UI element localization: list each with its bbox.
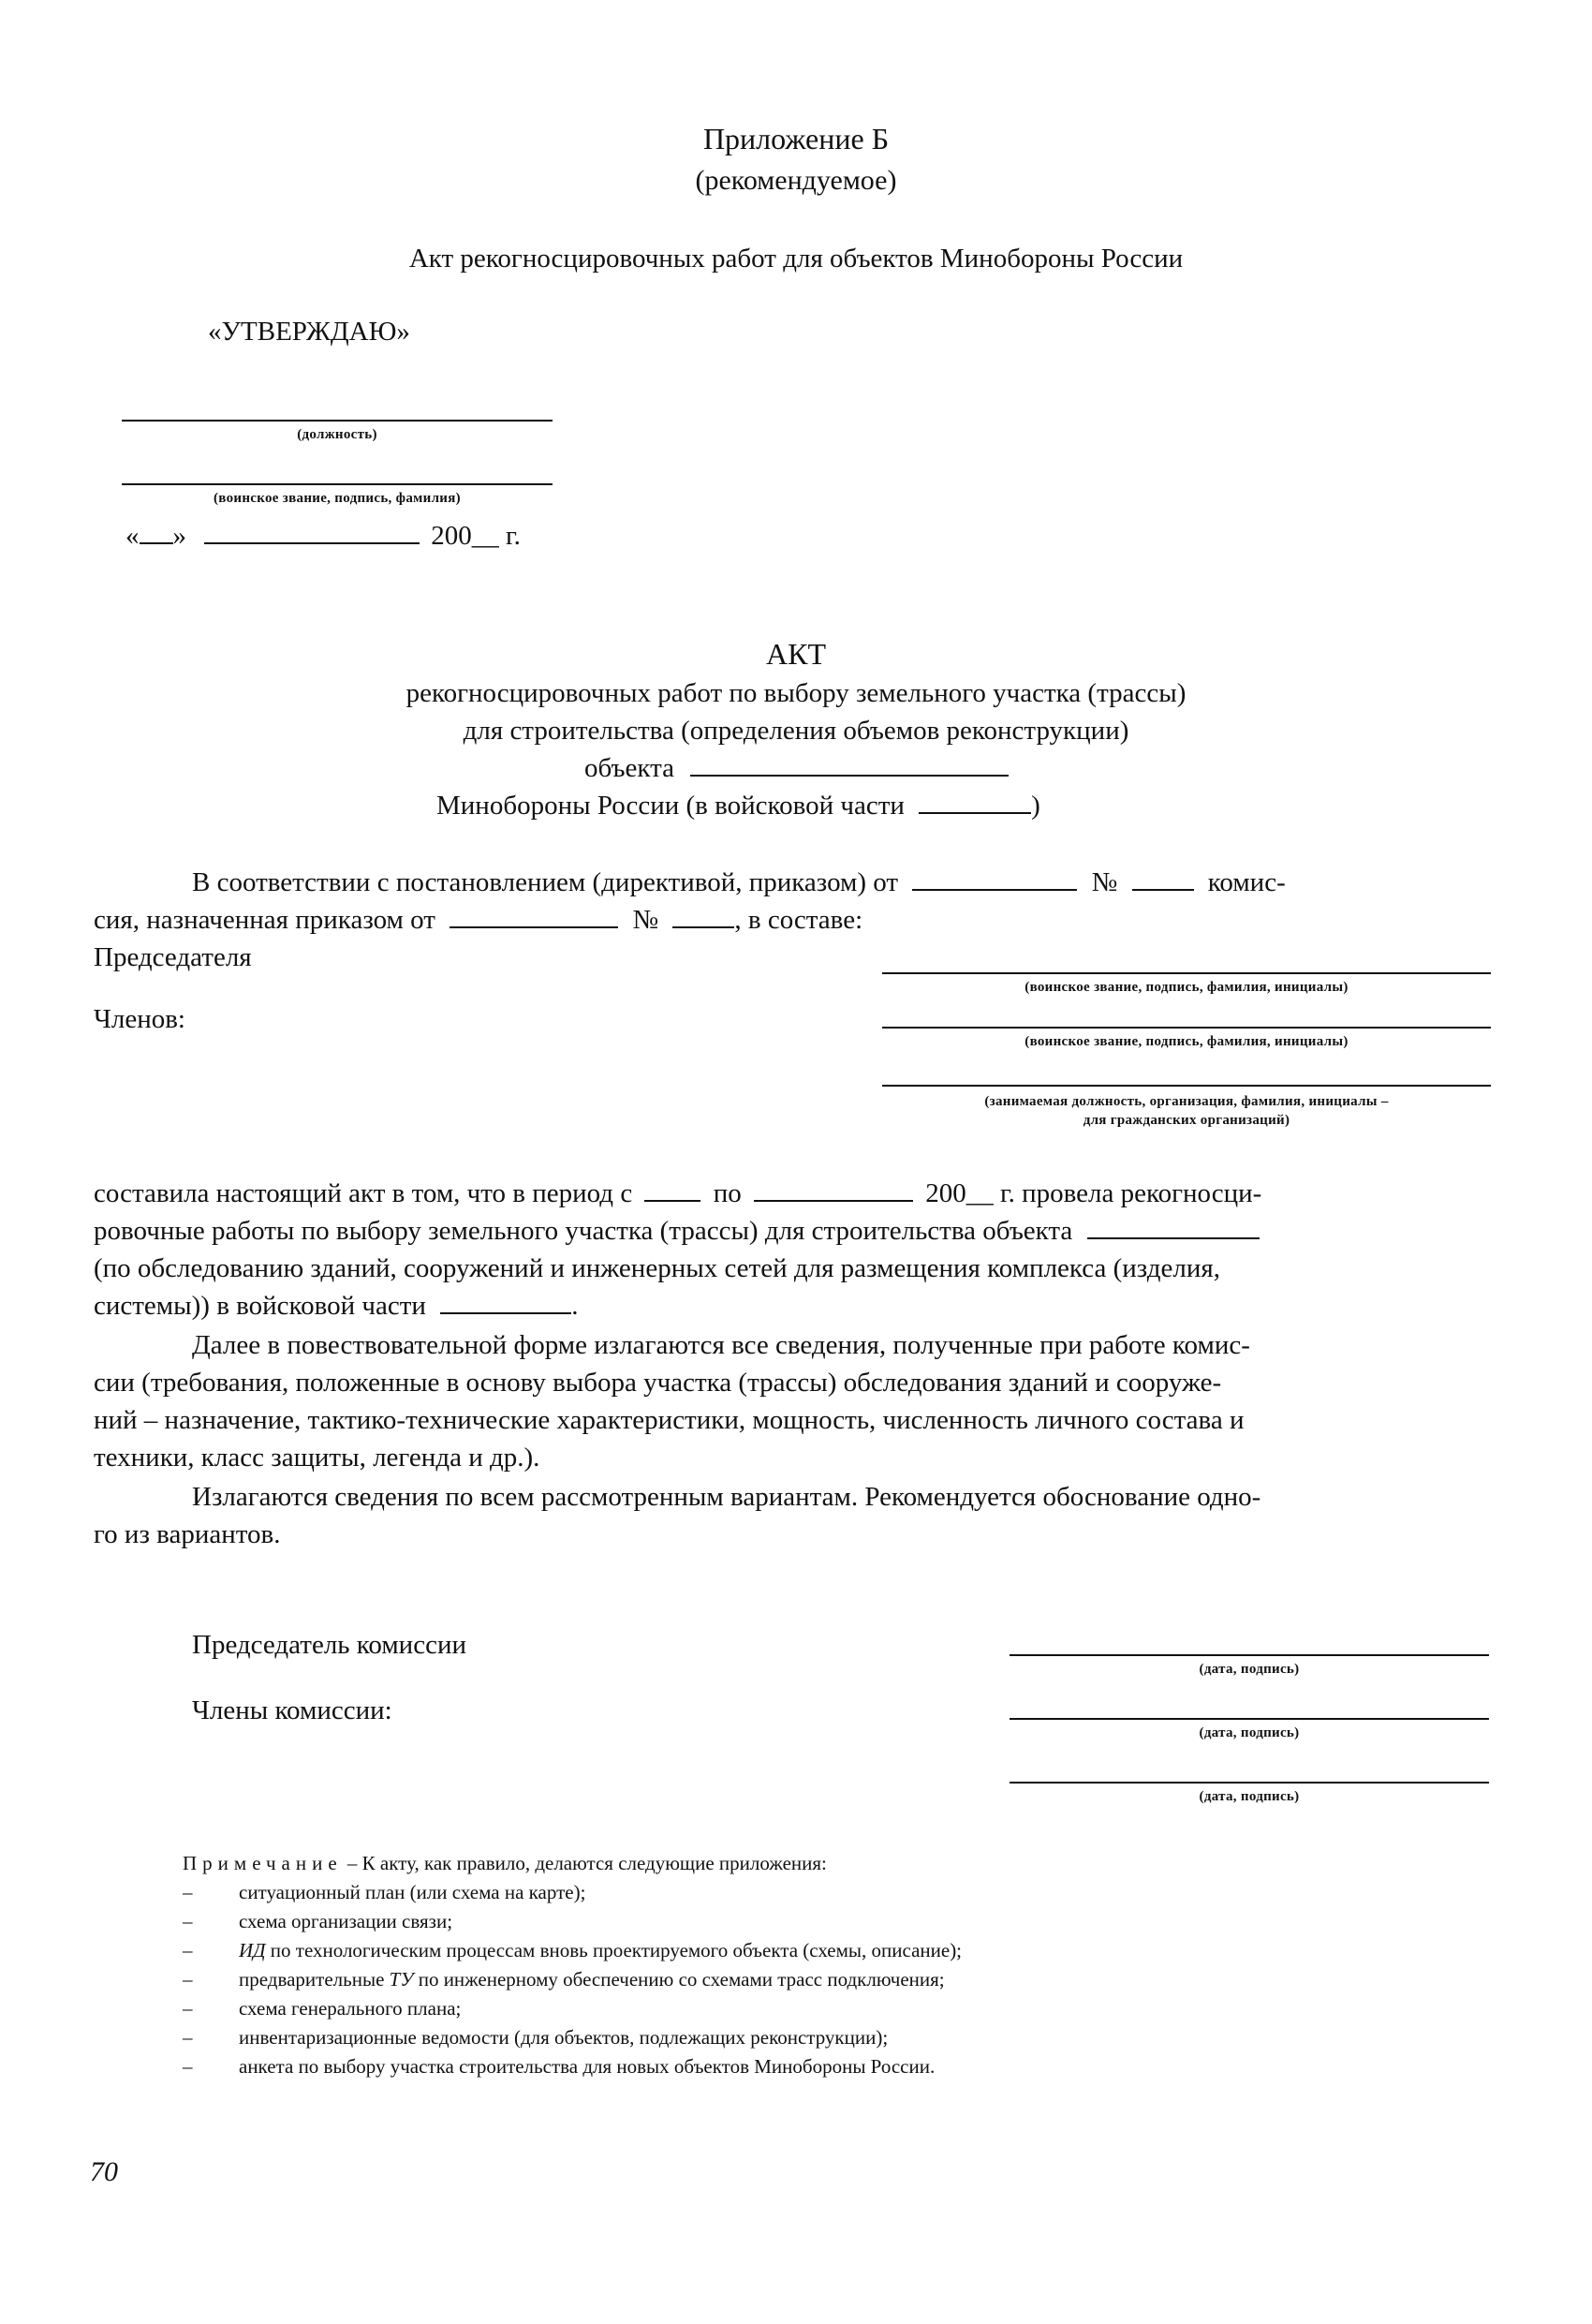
unit-period: . xyxy=(571,1291,579,1321)
note-item-text: анкета по выбору участка строительства для новых объектов Минобороны России. xyxy=(239,2055,936,2078)
note-dash: – xyxy=(183,2026,193,2049)
note-item xyxy=(183,2023,1400,2052)
note-label: Примечание xyxy=(183,1852,343,1874)
narrative-line-2: сии (требования, положенные в основу выбора участка (трассы) обследования зданий и сооруже- xyxy=(94,1368,1222,1398)
object-label: объекта xyxy=(584,753,675,783)
civil-member-caption xyxy=(882,1092,1491,1130)
note-item-text: по технологическим процессам вновь проектируемого объекта (схемы, описание); xyxy=(270,1939,963,1961)
body-line-2 xyxy=(94,901,862,939)
note-dash: – xyxy=(183,1968,193,1991)
sign-line-3 xyxy=(1010,1782,1489,1784)
rank-line xyxy=(122,483,553,485)
note-dash: – xyxy=(183,1910,193,1932)
unit-close-paren: ) xyxy=(1031,791,1040,821)
body-line-1 xyxy=(192,864,1503,901)
sign-line-2 xyxy=(1010,1718,1489,1720)
note-item xyxy=(183,1878,1400,1907)
object-text: ровочные работы по выбору земельного участка (трассы) для строительства объекта xyxy=(94,1216,1073,1246)
sign-caption-1: (дата, подпись) xyxy=(1199,1662,1300,1677)
period-year-text: 200__ г. провела рекогносци- xyxy=(925,1178,1262,1208)
unit-line xyxy=(94,1287,578,1325)
variants-line-2: го из вариантов. xyxy=(94,1519,281,1549)
note-item xyxy=(183,1936,1400,1965)
note-item-text: схема генерального плана; xyxy=(239,1997,462,2020)
act-subtitle-2: для строительства (определения объемов реконструкции) xyxy=(463,716,1129,746)
note-item-text: схема организации связи; xyxy=(239,1910,453,1932)
narrative-line-1: Далее в повествовательной форме излагаются все сведения, полученные при работе комис- xyxy=(192,1330,1250,1360)
order-number-sign: № xyxy=(632,905,659,935)
note-dash: – xyxy=(183,1997,193,2020)
note-item xyxy=(183,1907,1400,1936)
civil-caption-line-1: (занимаемая должность, организация, фамилия, инициалы – xyxy=(984,1094,1389,1109)
member-line xyxy=(882,1027,1491,1029)
document-title: Акт рекогносцировочных работ для объектов Минобороны России xyxy=(408,244,1184,274)
note-abbr-id: ИД xyxy=(239,1939,266,1961)
member-caption: (воинское звание, подпись, фамилия, инициалы) xyxy=(1024,1034,1349,1049)
approval-year: 200__ г. xyxy=(431,521,521,551)
act-object-line xyxy=(584,749,1009,787)
period-text: составила настоящий акт в том, что в период с xyxy=(94,1178,633,1208)
chairman-caption: (воинское звание, подпись, фамилия, инициалы) xyxy=(1024,980,1349,995)
note-item xyxy=(183,2052,1400,2081)
note-intro-text: – К акту, как правило, делаются следующие приложения: xyxy=(342,1852,827,1874)
position-line xyxy=(122,420,553,422)
unit-text: системы)) в войсковой части xyxy=(94,1291,426,1321)
act-unit-line xyxy=(436,787,1040,824)
period-line xyxy=(94,1175,1498,1212)
sign-caption-3: (дата, подпись) xyxy=(1199,1789,1300,1804)
narrative-line-4: техники, класс защиты, легенда и др.). xyxy=(94,1443,540,1473)
act-subtitle-1: рекогносцировочных работ по выбору земельного участка (трассы) xyxy=(405,678,1187,708)
commission-hyphen: комис- xyxy=(1207,867,1286,897)
object-line xyxy=(94,1212,1260,1250)
narrative-line-3: ний – назначение, тактико-технические характеристики, мощность, численность личного состава и xyxy=(94,1405,1245,1435)
resolution-text: В соответствии с постановлением (директивой, приказом) от xyxy=(192,867,899,897)
order-text: сия, назначенная приказом от xyxy=(94,905,435,935)
note-intro xyxy=(183,1849,827,1878)
position-caption: (должность) xyxy=(297,427,377,442)
chairman-label: Председателя xyxy=(94,942,252,972)
approve-label: «УТВЕРЖДАЮ» xyxy=(208,317,410,347)
note-item-text: инвентаризационные ведомости (для объектов, подлежащих реконструкции); xyxy=(239,2026,889,2049)
civil-member-line xyxy=(882,1085,1491,1087)
note-item-post: по инженерному обеспечению со схемами трасс подключения; xyxy=(413,1968,945,1991)
note-item-pre: предварительные xyxy=(239,1968,390,1991)
sign-chairman-label: Председатель комиссии xyxy=(192,1630,466,1660)
recommended-label: (рекомендуемое) xyxy=(695,165,897,196)
note-item xyxy=(183,1994,1400,2023)
variants-line-1: Излагаются сведения по всем рассмотренным вариантам. Рекомендуется обоснование одно- xyxy=(192,1482,1261,1512)
rank-caption: (воинское звание, подпись, фамилия) xyxy=(214,491,461,506)
note-dash: – xyxy=(183,1939,193,1961)
note-item xyxy=(183,1965,1400,1994)
note-abbr-tu: ТУ xyxy=(389,1968,414,1991)
note-dash: – xyxy=(183,1881,193,1903)
date-close-quote: » xyxy=(172,521,186,551)
note-list xyxy=(183,1878,1400,2081)
resolution-number-sign: № xyxy=(1091,867,1118,897)
unit-label: Минобороны России (в войсковой части xyxy=(436,791,905,821)
note-item-text: ситуационный план (или схема на карте); xyxy=(239,1881,586,1903)
date-open-quote: « xyxy=(125,521,140,551)
chairman-line xyxy=(882,972,1491,974)
survey-line: (по обследованию зданий, сооружений и инженерных сетей для размещения комплекса (изделия, xyxy=(94,1253,1220,1283)
appendix-label: Приложение Б xyxy=(702,122,890,155)
note-dash: – xyxy=(183,2055,193,2078)
members-label: Членов: xyxy=(94,1004,185,1034)
sign-members-label: Члены комиссии: xyxy=(192,1695,392,1725)
period-to: по xyxy=(713,1178,742,1208)
sign-line-1 xyxy=(1010,1654,1489,1656)
civil-caption-line-2: для гражданских организаций) xyxy=(1083,1113,1290,1128)
page-number: 70 xyxy=(90,2156,118,2187)
sign-caption-2: (дата, подпись) xyxy=(1199,1725,1300,1740)
approval-date xyxy=(125,517,521,555)
composition-text: , в составе: xyxy=(734,905,863,935)
act-title: АКТ xyxy=(766,637,826,671)
